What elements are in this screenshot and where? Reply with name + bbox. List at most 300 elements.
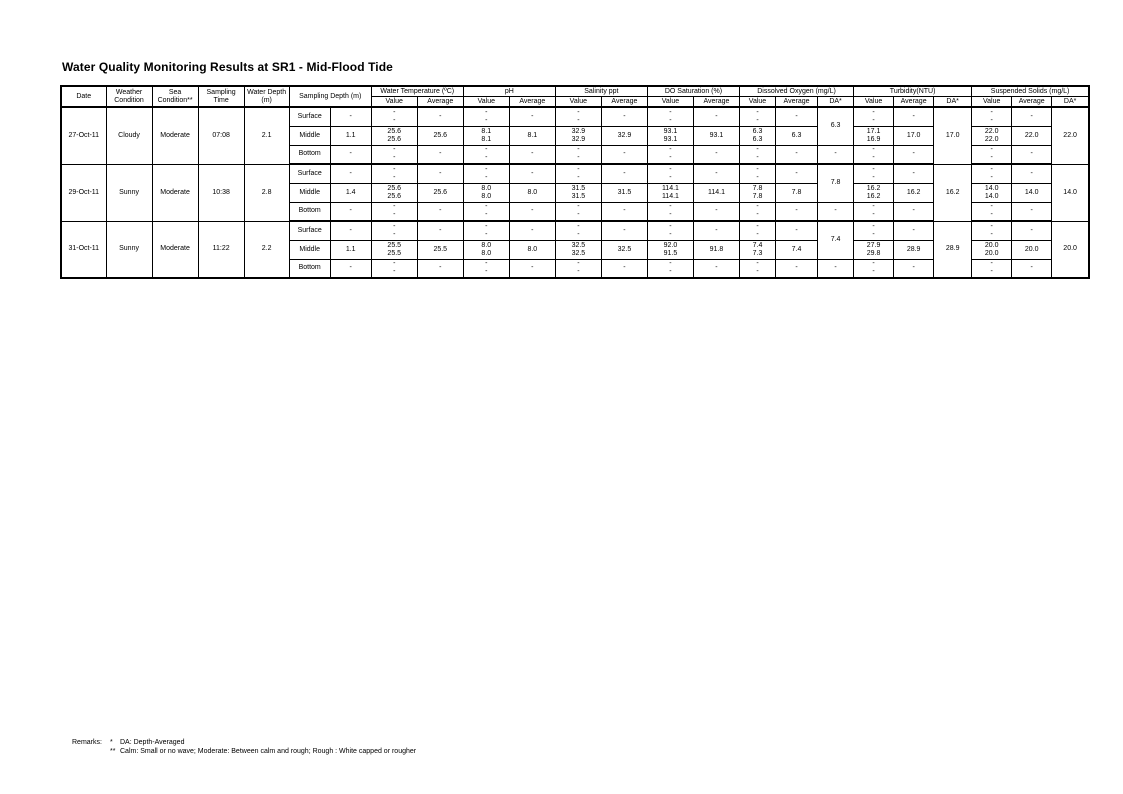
subheader-average: Average: [1012, 97, 1052, 108]
cell-temp-average: -: [417, 145, 463, 164]
cell-level-label: Bottom: [289, 202, 330, 221]
cell-turbidity-average: 16.2: [894, 183, 934, 202]
header-weather: Weather Condition: [106, 86, 152, 107]
cell-sampling-depth: -: [330, 164, 371, 183]
reading-1: -: [577, 165, 580, 173]
cell-ph-value: [463, 183, 509, 202]
reading-2: -: [577, 230, 580, 238]
cell-ss-value: [972, 221, 1012, 240]
cell-weather: Cloudy: [106, 107, 152, 164]
cell-sampling-time: 07:08: [198, 107, 244, 164]
cell-sampling-time: 11:22: [198, 221, 244, 278]
cell-do-da: 7.8: [818, 164, 854, 202]
cell-dosat-average: 93.1: [693, 126, 739, 145]
reading-1: -: [990, 108, 993, 116]
cell-temp-value: [371, 183, 417, 202]
reading-1: -: [485, 203, 488, 211]
reading-2: -: [756, 268, 759, 276]
subheader-value: Value: [371, 97, 417, 108]
cell-do-average: 7.8: [776, 183, 818, 202]
reading-1: -: [393, 260, 396, 268]
cell-turbidity-value: [854, 145, 894, 164]
cell-temp-average: -: [417, 164, 463, 183]
reading-1: -: [393, 108, 396, 116]
reading-2: -: [669, 116, 672, 124]
reading-2: -: [669, 173, 672, 181]
cell-dosat-value: [647, 145, 693, 164]
cell-level-label: Middle: [289, 126, 330, 145]
cell-ss-average: 14.0: [1012, 183, 1052, 202]
table-row: [61, 221, 1089, 240]
reading-1: 7.4: [752, 241, 763, 249]
cell-do-value: [739, 183, 775, 202]
reading-1: -: [872, 108, 875, 116]
reading-2: 93.1: [663, 135, 678, 143]
cell-ss-average: 20.0: [1012, 240, 1052, 259]
cell-salinity-value: [555, 183, 601, 202]
reading-2: 8.0: [481, 192, 492, 200]
cell-do-value: [739, 240, 775, 259]
reading-1: -: [669, 222, 672, 230]
reading-2: 25.5: [387, 249, 402, 257]
cell-ss-average: -: [1012, 164, 1052, 183]
reading-2: 16.2: [866, 192, 881, 200]
reading-2: 7.3: [752, 249, 763, 257]
reading-2: -: [756, 230, 759, 238]
cell-dosat-average: 91.8: [693, 240, 739, 259]
cell-salinity-value: [555, 126, 601, 145]
cell-salinity-average: -: [601, 221, 647, 240]
cell-ss-average: -: [1012, 221, 1052, 240]
cell-ss-value: [972, 202, 1012, 221]
reading-2: -: [872, 230, 875, 238]
reading-1: 22.0: [984, 127, 999, 135]
cell-ss-da: 14.0: [1052, 164, 1089, 221]
reading-2: -: [872, 268, 875, 276]
reading-2: 8.0: [481, 249, 492, 257]
reading-1: -: [393, 222, 396, 230]
cell-ss-average: -: [1012, 259, 1052, 278]
reading-1: -: [872, 260, 875, 268]
cell-ss-value: [972, 183, 1012, 202]
subheader-value: Value: [854, 97, 894, 108]
cell-ph-average: -: [509, 164, 555, 183]
cell-do-da: -: [818, 145, 854, 164]
cell-temp-average: 25.5: [417, 240, 463, 259]
cell-dosat-average: -: [693, 145, 739, 164]
reading-2: -: [990, 230, 993, 238]
remark-text: DA: Depth-Averaged: [120, 739, 185, 746]
cell-salinity-average: -: [601, 259, 647, 278]
cell-level-label: Surface: [289, 164, 330, 183]
reading-1: -: [669, 203, 672, 211]
page-title: Water Quality Monitoring Results at SR1 - Mid-Flood Tide: [62, 60, 393, 74]
reading-1: -: [990, 203, 993, 211]
cell-level-label: Bottom: [289, 145, 330, 164]
reading-1: -: [669, 260, 672, 268]
cell-turbidity-value: [854, 107, 894, 126]
subheader-value: Value: [647, 97, 693, 108]
reading-1: -: [577, 260, 580, 268]
cell-salinity-average: -: [601, 202, 647, 221]
cell-temp-average: -: [417, 202, 463, 221]
cell-do-value: [739, 107, 775, 126]
reading-2: -: [669, 211, 672, 219]
cell-sea-condition: Moderate: [152, 107, 198, 164]
reading-1: 20.0: [984, 241, 999, 249]
header-suspended-solids: Suspended Solids (mg/L): [972, 86, 1089, 97]
reading-2: 91.5: [663, 249, 678, 257]
cell-do-average: -: [776, 202, 818, 221]
reading-2: -: [485, 268, 488, 276]
header-time: Sampling Time: [198, 86, 244, 107]
reading-2: -: [872, 173, 875, 181]
cell-do-average: -: [776, 107, 818, 126]
reading-2: -: [393, 173, 396, 181]
subheader-average: Average: [417, 97, 463, 108]
cell-sampling-depth: -: [330, 202, 371, 221]
reading-1: -: [756, 146, 759, 154]
cell-do-value: [739, 126, 775, 145]
cell-dosat-value: [647, 202, 693, 221]
cell-sampling-depth: -: [330, 259, 371, 278]
reading-1: -: [485, 260, 488, 268]
cell-sampling-time: 10:38: [198, 164, 244, 221]
cell-turbidity-value: [854, 259, 894, 278]
reading-2: -: [393, 268, 396, 276]
cell-turbidity-average: -: [894, 145, 934, 164]
subheader-average: Average: [693, 97, 739, 108]
reading-2: -: [756, 154, 759, 162]
cell-dosat-average: 114.1: [693, 183, 739, 202]
cell-temp-value: [371, 259, 417, 278]
reading-1: -: [577, 222, 580, 230]
reading-2: 7.8: [752, 192, 763, 200]
cell-turbidity-average: -: [894, 202, 934, 221]
cell-sampling-depth: 1.1: [330, 126, 371, 145]
cell-do-average: -: [776, 164, 818, 183]
subheader-da: DA*: [1052, 97, 1089, 108]
reading-1: 25.6: [387, 184, 402, 192]
reading-2: -: [393, 211, 396, 219]
reading-1: 16.2: [866, 184, 881, 192]
header-temperature: Water Temperature (ºC): [371, 86, 463, 97]
reading-1: 8.0: [481, 241, 492, 249]
cell-water-depth: 2.1: [244, 107, 289, 164]
subheader-da: DA*: [818, 97, 854, 108]
reading-1: 17.1: [866, 127, 881, 135]
cell-turbidity-value: [854, 240, 894, 259]
reading-2: 32.9: [571, 135, 586, 143]
subheader-da: DA*: [934, 97, 972, 108]
cell-turbidity-value: [854, 164, 894, 183]
cell-level-label: Surface: [289, 221, 330, 240]
cell-salinity-value: [555, 145, 601, 164]
subheader-value: Value: [555, 97, 601, 108]
cell-do-value: [739, 164, 775, 183]
reading-2: 20.0: [984, 249, 999, 257]
reading-1: 32.5: [571, 241, 586, 249]
reading-1: -: [872, 203, 875, 211]
cell-dosat-average: -: [693, 164, 739, 183]
cell-dosat-value: [647, 259, 693, 278]
reading-1: -: [577, 146, 580, 154]
cell-ph-average: -: [509, 145, 555, 164]
remark-text: Calm: Small or no wave; Moderate: Between calm and rough; Rough : White capped or rougher: [120, 748, 417, 755]
subheader-average: Average: [509, 97, 555, 108]
reading-2: -: [485, 116, 488, 124]
cell-ph-value: [463, 240, 509, 259]
remark-mark: **: [110, 748, 116, 755]
reading-1: -: [485, 146, 488, 154]
reading-2: -: [577, 211, 580, 219]
reading-2: 8.1: [481, 135, 492, 143]
reading-1: 14.0: [984, 184, 999, 192]
cell-ph-value: [463, 126, 509, 145]
cell-ph-value: [463, 259, 509, 278]
reading-2: -: [669, 154, 672, 162]
cell-ss-average: -: [1012, 145, 1052, 164]
cell-salinity-average: -: [601, 164, 647, 183]
cell-do-average: 7.4: [776, 240, 818, 259]
reading-2: -: [393, 230, 396, 238]
cell-salinity-value: [555, 221, 601, 240]
cell-temp-average: -: [417, 107, 463, 126]
cell-turbidity-da: 16.2: [934, 164, 972, 221]
cell-dosat-value: [647, 126, 693, 145]
reading-1: -: [669, 165, 672, 173]
reading-1: -: [990, 222, 993, 230]
cell-ph-average: 8.0: [509, 183, 555, 202]
cell-ss-value: [972, 126, 1012, 145]
reading-1: 31.5: [571, 184, 586, 192]
reading-2: -: [872, 154, 875, 162]
cell-ph-value: [463, 107, 509, 126]
cell-date: 29-Oct-11: [61, 164, 106, 221]
cell-ss-value: [972, 145, 1012, 164]
cell-do-average: -: [776, 259, 818, 278]
cell-turbidity-value: [854, 202, 894, 221]
reading-1: -: [990, 146, 993, 154]
cell-sampling-depth: -: [330, 145, 371, 164]
subheader-value: Value: [739, 97, 775, 108]
reading-2: -: [872, 116, 875, 124]
reading-1: 25.5: [387, 241, 402, 249]
cell-turbidity-value: [854, 126, 894, 145]
cell-do-da: -: [818, 259, 854, 278]
cell-dosat-value: [647, 240, 693, 259]
reading-2: -: [756, 211, 759, 219]
subheader-average: Average: [894, 97, 934, 108]
cell-ph-average: -: [509, 221, 555, 240]
header-ph: pH: [463, 86, 555, 97]
cell-temp-average: 25.6: [417, 126, 463, 145]
reading-1: -: [756, 222, 759, 230]
cell-turbidity-average: -: [894, 221, 934, 240]
reading-2: -: [990, 211, 993, 219]
cell-dosat-value: [647, 164, 693, 183]
reading-2: -: [393, 116, 396, 124]
reading-2: -: [577, 268, 580, 276]
cell-sampling-depth: -: [330, 107, 371, 126]
header-date: Date: [61, 86, 106, 107]
cell-ss-value: [972, 164, 1012, 183]
cell-level-label: Middle: [289, 183, 330, 202]
cell-ph-average: -: [509, 202, 555, 221]
cell-temp-average: 25.6: [417, 183, 463, 202]
cell-do-average: -: [776, 221, 818, 240]
header-water-depth: Water Depth (m): [244, 86, 289, 107]
reading-2: 114.1: [661, 192, 679, 200]
reading-2: 16.9: [866, 135, 881, 143]
cell-sampling-depth: 1.4: [330, 183, 371, 202]
table-body: [61, 107, 1089, 278]
cell-turbidity-da: 17.0: [934, 107, 972, 164]
cell-do-average: 6.3: [776, 126, 818, 145]
reading-1: 7.8: [752, 184, 763, 192]
reading-1: 8.1: [481, 127, 492, 135]
reading-1: -: [393, 165, 396, 173]
cell-turbidity-value: [854, 183, 894, 202]
cell-ph-average: -: [509, 259, 555, 278]
cell-salinity-average: 32.5: [601, 240, 647, 259]
cell-do-da: -: [818, 202, 854, 221]
cell-ph-value: [463, 164, 509, 183]
reading-1: -: [669, 146, 672, 154]
water-quality-table: [60, 85, 1090, 279]
reading-2: -: [756, 116, 759, 124]
cell-sea-condition: Moderate: [152, 164, 198, 221]
reading-2: -: [577, 173, 580, 181]
reading-1: 8.0: [481, 184, 492, 192]
cell-temp-value: [371, 126, 417, 145]
cell-temp-value: [371, 221, 417, 240]
cell-temp-average: -: [417, 259, 463, 278]
cell-temp-value: [371, 107, 417, 126]
cell-weather: Sunny: [106, 221, 152, 278]
cell-do-value: [739, 221, 775, 240]
cell-date: 27-Oct-11: [61, 107, 106, 164]
reading-1: -: [393, 146, 396, 154]
reading-1: 92.0: [663, 241, 678, 249]
reading-1: -: [577, 203, 580, 211]
cell-turbidity-value: [854, 221, 894, 240]
cell-sea-condition: Moderate: [152, 221, 198, 278]
reading-1: -: [485, 222, 488, 230]
cell-dosat-average: -: [693, 107, 739, 126]
reading-1: -: [756, 165, 759, 173]
cell-temp-average: -: [417, 221, 463, 240]
reading-1: -: [872, 146, 875, 154]
reading-2: 32.5: [571, 249, 586, 257]
reading-2: -: [669, 230, 672, 238]
remarks: [72, 738, 416, 756]
table-row: [61, 107, 1089, 126]
cell-do-average: -: [776, 145, 818, 164]
reading-1: -: [393, 203, 396, 211]
reading-2: -: [872, 211, 875, 219]
cell-dosat-average: -: [693, 221, 739, 240]
cell-water-depth: 2.8: [244, 164, 289, 221]
header-turbidity: Turbidity(NTU): [854, 86, 972, 97]
cell-ph-value: [463, 202, 509, 221]
subheader-average: Average: [776, 97, 818, 108]
cell-do-da: 7.4: [818, 221, 854, 259]
reading-2: -: [990, 173, 993, 181]
reading-1: -: [577, 108, 580, 116]
cell-date: 31-Oct-11: [61, 221, 106, 278]
cell-ph-average: 8.1: [509, 126, 555, 145]
reading-1: -: [990, 165, 993, 173]
table-row: [61, 164, 1089, 183]
cell-turbidity-average: -: [894, 107, 934, 126]
cell-temp-value: [371, 240, 417, 259]
header-sampling-depth: Sampling Depth (m): [289, 86, 371, 107]
reading-1: 93.1: [663, 127, 678, 135]
cell-ph-average: -: [509, 107, 555, 126]
cell-temp-value: [371, 202, 417, 221]
reading-2: -: [669, 268, 672, 276]
reading-2: 25.6: [387, 135, 402, 143]
cell-ss-average: -: [1012, 107, 1052, 126]
reading-2: -: [485, 211, 488, 219]
cell-ss-value: [972, 240, 1012, 259]
cell-dosat-value: [647, 221, 693, 240]
cell-temp-value: [371, 164, 417, 183]
cell-do-value: [739, 259, 775, 278]
reading-2: -: [393, 154, 396, 162]
cell-salinity-value: [555, 164, 601, 183]
reading-1: 27.9: [866, 241, 881, 249]
reading-2: -: [577, 154, 580, 162]
reading-1: 25.6: [387, 127, 402, 135]
cell-sampling-depth: 1.1: [330, 240, 371, 259]
reading-2: 25.6: [387, 192, 402, 200]
cell-dosat-average: -: [693, 202, 739, 221]
cell-dosat-value: [647, 107, 693, 126]
remarks-label: Remarks:: [72, 739, 102, 746]
cell-ph-average: 8.0: [509, 240, 555, 259]
cell-turbidity-average: -: [894, 259, 934, 278]
reading-2: -: [990, 154, 993, 162]
header-dissolved-oxygen: Dissolved Oxygen (mg/L): [739, 86, 853, 97]
cell-ss-da: 22.0: [1052, 107, 1089, 164]
cell-salinity-value: [555, 202, 601, 221]
reading-1: -: [756, 203, 759, 211]
subheader-average: Average: [601, 97, 647, 108]
reading-2: -: [990, 268, 993, 276]
cell-do-value: [739, 145, 775, 164]
reading-2: -: [990, 116, 993, 124]
cell-salinity-value: [555, 107, 601, 126]
cell-sampling-depth: -: [330, 221, 371, 240]
reading-1: 32.9: [571, 127, 586, 135]
reading-2: -: [485, 230, 488, 238]
cell-ss-da: 20.0: [1052, 221, 1089, 278]
cell-ss-average: -: [1012, 202, 1052, 221]
reading-2: -: [485, 154, 488, 162]
remark-mark: *: [110, 739, 113, 746]
cell-ph-value: [463, 145, 509, 164]
cell-ss-average: 22.0: [1012, 126, 1052, 145]
cell-salinity-average: -: [601, 107, 647, 126]
reading-1: -: [669, 108, 672, 116]
cell-level-label: Surface: [289, 107, 330, 126]
reading-2: 31.5: [571, 192, 586, 200]
subheader-value: Value: [463, 97, 509, 108]
cell-do-da: 6.3: [818, 107, 854, 145]
cell-ss-value: [972, 107, 1012, 126]
